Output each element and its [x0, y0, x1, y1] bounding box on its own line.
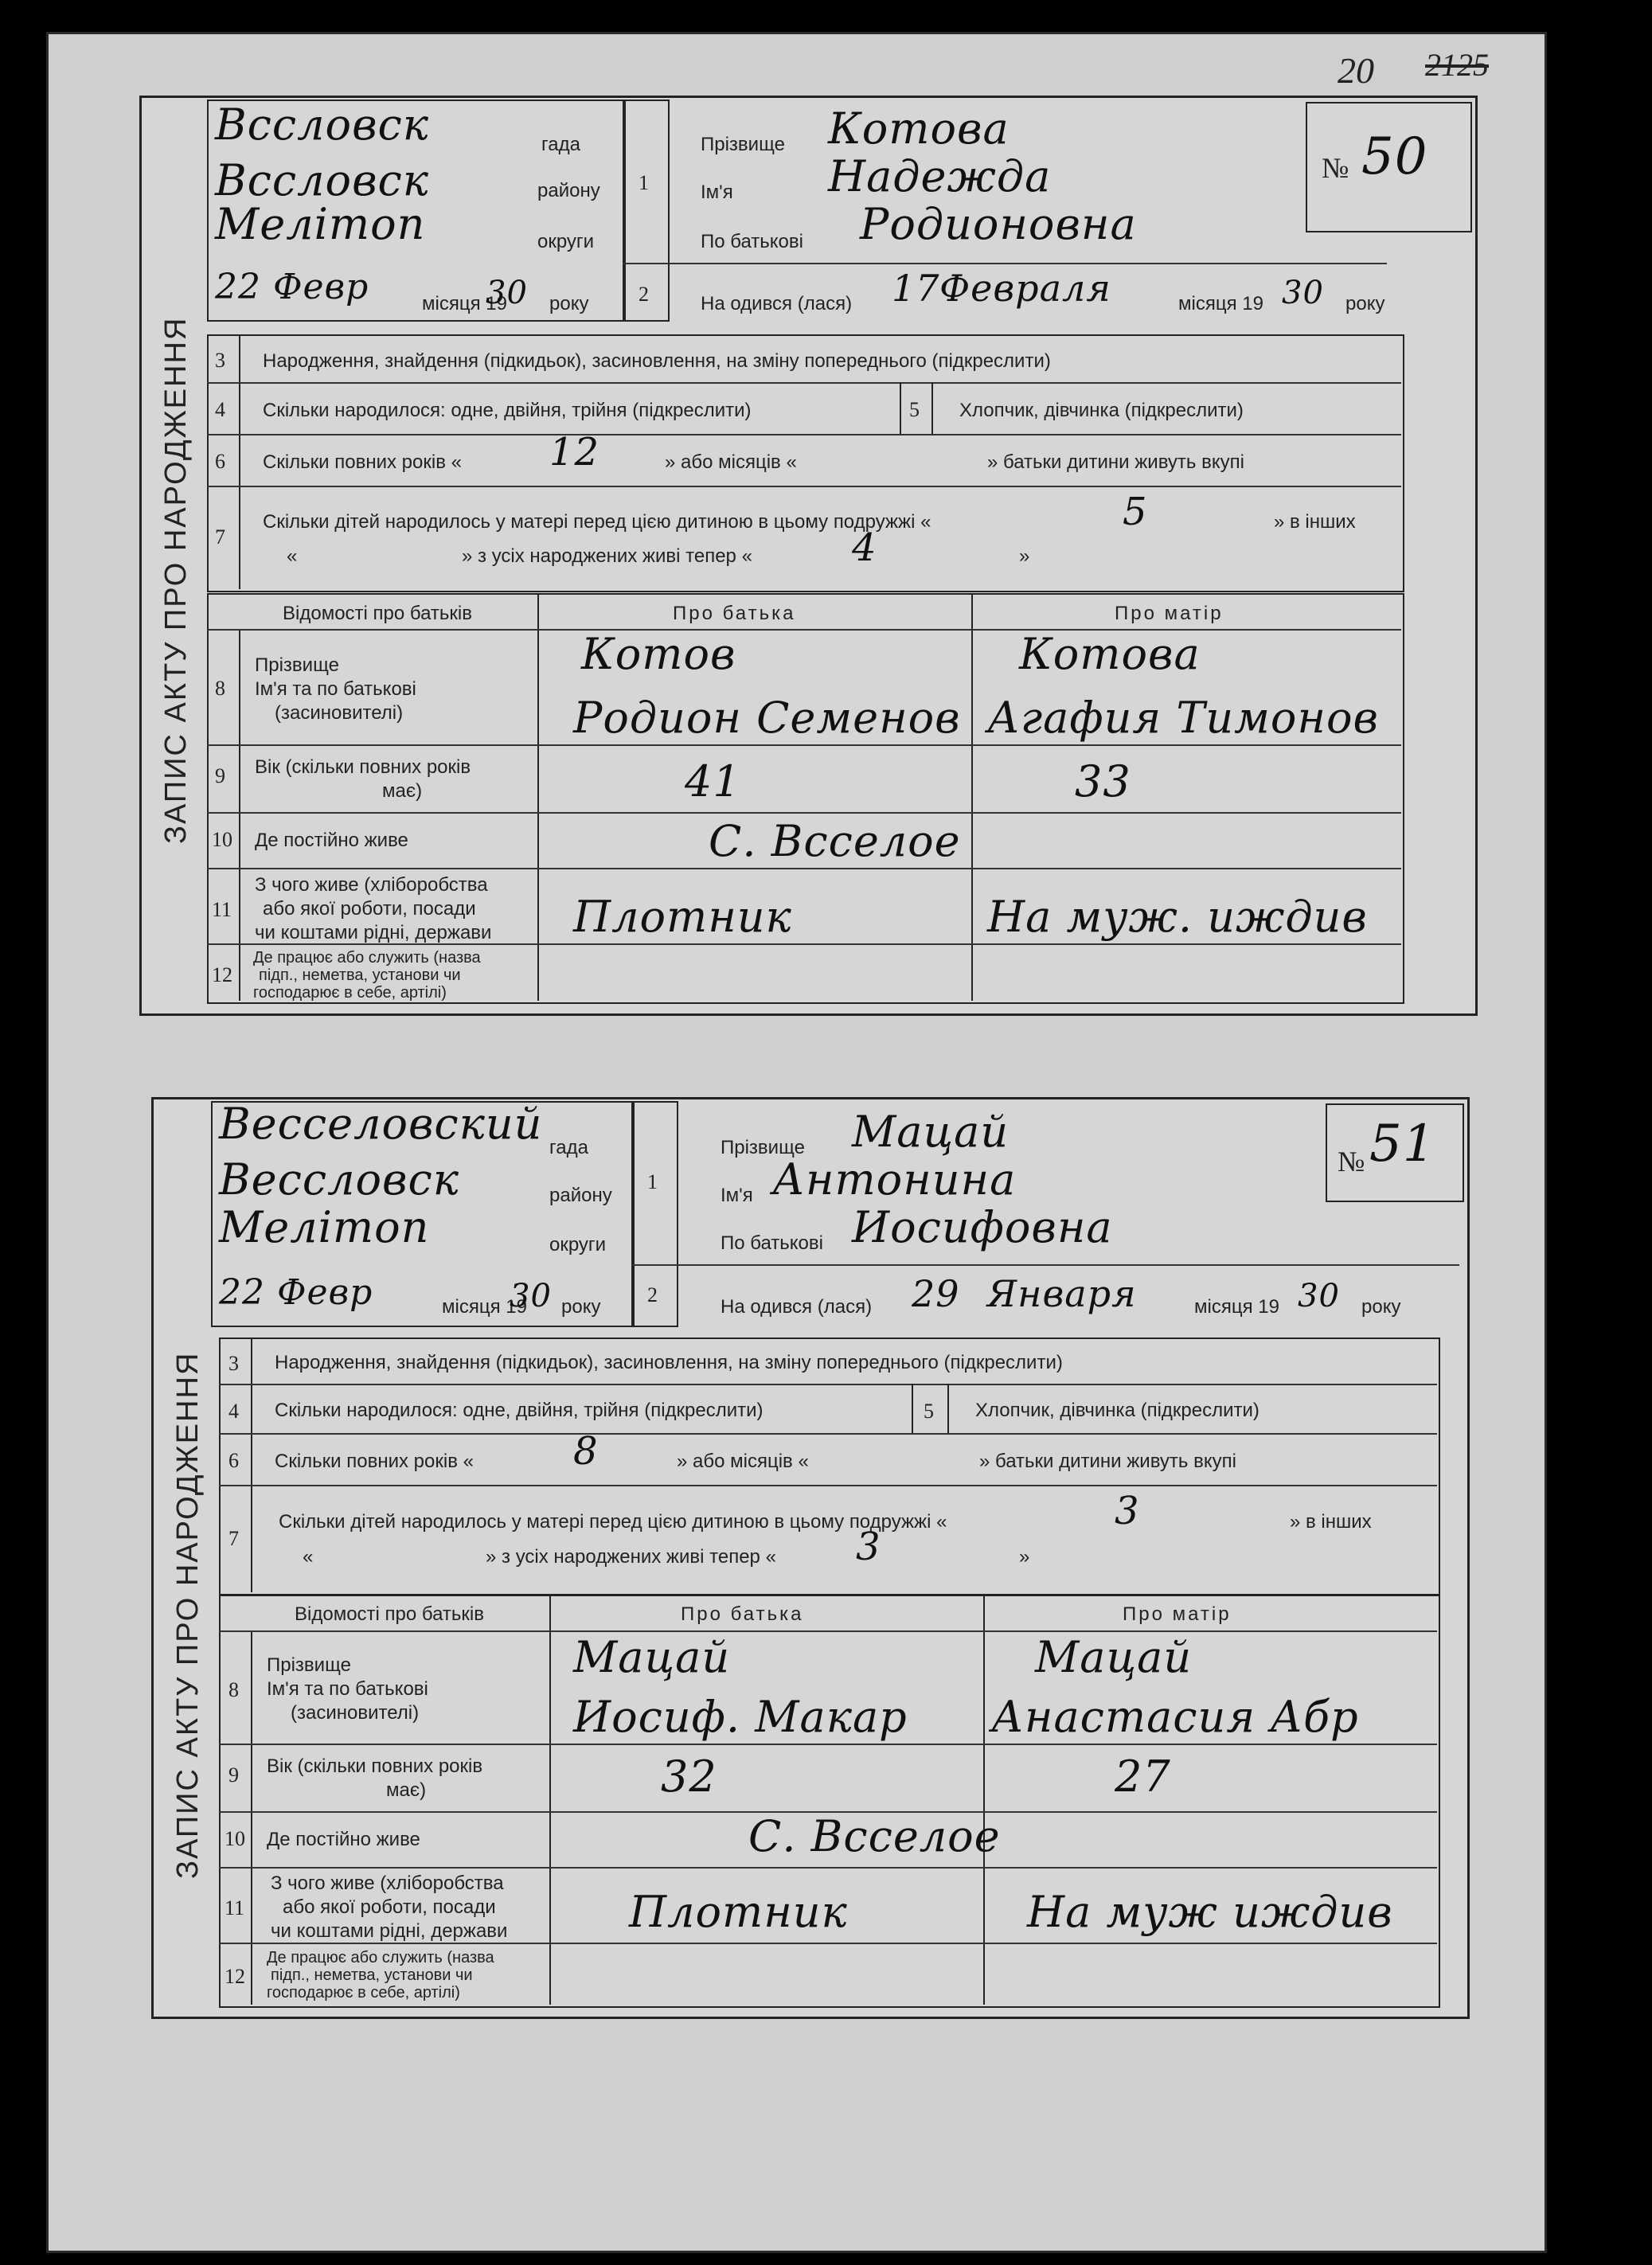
divider [239, 334, 240, 589]
no-label-2: № [1338, 1146, 1365, 1177]
row-number-7: 7 [215, 525, 225, 549]
years-together-1: 12 [549, 430, 600, 474]
row-number-6: 6 [215, 450, 225, 473]
divider [931, 382, 933, 434]
r12-2-1: підп., неметва, установи чи [259, 967, 461, 984]
patronymic-2: Иосифовна [852, 1202, 1113, 1252]
row-number-2: 2 [639, 283, 649, 306]
divider [219, 1867, 1437, 1869]
r12-3-1: господарює в себе, артілі) [253, 984, 447, 1002]
residence-2: С. Всселое [748, 1811, 1001, 1861]
children-alive-1: 4 [852, 525, 877, 570]
surname-label-1: Прізвище [701, 134, 785, 155]
divider [912, 1384, 913, 1433]
r11-2-1: або якої роботи, посади [263, 898, 476, 920]
r12-2-2: підп., неметва, установи чи [271, 1966, 473, 1984]
name-1: Надежда [828, 151, 1052, 201]
row-number-3: 3 [215, 349, 225, 372]
row-number-5: 5 [909, 398, 920, 421]
divider [207, 744, 1401, 746]
month2-label-1: місяця 19 [1178, 293, 1263, 314]
r11-2-2: або якої роботи, посади [283, 1896, 496, 1918]
years-together-2: 8 [573, 1429, 599, 1474]
divider [537, 593, 539, 1001]
born-label-2: На одився (лася) [721, 1296, 873, 1318]
mother-name-1: Агафия Тимонов [987, 693, 1379, 743]
name-label-1: Ім'я [701, 182, 733, 203]
hromada-label-2: гада [549, 1137, 588, 1158]
row-number-6: 6 [228, 1449, 239, 1472]
row7d-2: » з усіх народжених живі тепер « [486, 1546, 776, 1568]
r11-3-2: чи коштами рідні, держави [271, 1920, 508, 1942]
r10-2: Де постійно живе [267, 1829, 420, 1850]
r10-1: Де постійно живе [255, 830, 408, 851]
r12-1-1: Де працює або служить (назва [253, 949, 481, 967]
divider [971, 593, 973, 1001]
r11-1-2: З чого живе (хліборобства [271, 1873, 504, 1894]
okruha-2: Мелітоп [219, 1202, 430, 1252]
father-surname-1: Котов [581, 629, 736, 679]
father-age-2: 32 [661, 1751, 717, 1802]
record-number-2: 51 [1369, 1115, 1436, 1174]
surname-label-2: Прізвище [721, 1137, 805, 1158]
row5-text-1: Хлопчик, дівчинка (підкреслити) [959, 400, 1244, 421]
r8-3-2: (засиновителі) [291, 1702, 420, 1724]
col-mother-1: Про матір [1115, 603, 1224, 624]
sheet-number-old: 20 [1338, 50, 1374, 91]
divider [219, 1630, 1437, 1632]
row-number-12: 12 [225, 1965, 245, 1988]
divider [947, 1384, 949, 1433]
birth-month-1: Февраля [939, 267, 1111, 310]
mother-age-1: 33 [1075, 756, 1131, 806]
no-label-1: № [1322, 152, 1349, 184]
r8-1-1: Прізвище [255, 654, 339, 676]
row-number-11: 11 [225, 1896, 245, 1919]
row6c-2: » батьки дитини живуть вкупі [979, 1451, 1236, 1472]
okruha-label-2: округи [549, 1234, 607, 1256]
divider [219, 1485, 1437, 1486]
month-label-1: місяця 19 [422, 293, 507, 314]
mother-name-2: Анастасия Абр [991, 1692, 1359, 1742]
row-number-1: 1 [647, 1170, 658, 1193]
row6b-1: » або місяців « [665, 451, 797, 473]
row-number-4: 4 [228, 1400, 239, 1423]
okruha-label-1: округи [537, 231, 595, 252]
hromada-2: Весселовский [219, 1099, 543, 1149]
divider [251, 1338, 252, 1592]
father-occupation-1: Плотник [573, 892, 792, 942]
r8-3-1: (засиновителі) [275, 702, 404, 724]
year2-label-2: року [1361, 1296, 1401, 1318]
children-before-1: 5 [1123, 490, 1148, 534]
divider [251, 1630, 252, 2005]
row-number-12: 12 [212, 963, 232, 986]
r12-1-2: Де працює або служить (назва [267, 1949, 494, 1966]
birth-day-1: 17 [892, 267, 940, 310]
father-surname-2: Мацай [573, 1632, 731, 1682]
row5-text-2: Хлопчик, дівчинка (підкреслити) [975, 1400, 1260, 1421]
row-number-9: 9 [228, 1763, 239, 1787]
r11-3-1: чи коштами рідні, держави [255, 922, 492, 943]
r9-1-2: Вік (скільки повних років [267, 1755, 483, 1777]
record-number-1: 50 [1361, 127, 1428, 186]
father-occupation-2: Плотник [629, 1887, 848, 1937]
col-mother-2: Про матір [1123, 1603, 1232, 1625]
divider [631, 1264, 1459, 1266]
raion-label-2: району [549, 1185, 612, 1206]
month-label-2: місяця 19 [442, 1296, 527, 1318]
row7c-2: « [303, 1546, 314, 1568]
row7e-1: » [1019, 545, 1030, 567]
surname-2: Мацай [852, 1107, 1010, 1157]
row-number-1: 1 [639, 171, 649, 194]
r8-1-2: Прізвище [267, 1654, 351, 1676]
raion-1: Вссловск [215, 155, 429, 205]
birth-year-1: 30 [1282, 275, 1324, 311]
name-2: Антонина [772, 1154, 1017, 1205]
r8-2-2: Ім'я та по батькові [267, 1678, 428, 1700]
row7b-2: » в інших [1290, 1511, 1372, 1533]
row7a-1: Скільки дітей народилось у матері перед цією дитиною в цьому подружжі « [263, 511, 931, 533]
divider [207, 812, 1401, 814]
row4-text-2: Скільки народилося: одне, двійня, трійня (підкреслити) [275, 1400, 764, 1421]
row4-text-1: Скільки народилося: одне, двійня, трійня (підкреслити) [263, 400, 752, 421]
born-label-1: На одився (лася) [701, 293, 853, 314]
r9-1-1: Вік (скільки повних років [255, 756, 471, 778]
row6b-2: » або місяців « [677, 1451, 809, 1472]
row-number-8: 8 [215, 677, 225, 700]
divider [219, 1384, 1437, 1385]
row-number-5: 5 [924, 1400, 934, 1423]
row-number-4: 4 [215, 398, 225, 421]
reg-day-2: 22 Февр [219, 1272, 373, 1313]
row-number-10: 10 [225, 1827, 245, 1850]
raion-label-1: району [537, 180, 600, 201]
row7a-2: Скільки дітей народилось у матері перед цією дитиною в цьому подружжі « [279, 1511, 947, 1533]
hromada-label-1: гада [541, 134, 580, 155]
side-label-2: ЗАПИС АКТУ ПРО НАРОДЖЕННЯ [171, 1351, 205, 1879]
father-name-2: Иосиф. Макар [573, 1692, 908, 1742]
patronymic-1: Родионовна [860, 199, 1137, 249]
divider [623, 263, 1387, 264]
col-info-2: Відомості про батьків [295, 1603, 484, 1625]
row-number-9: 9 [215, 764, 225, 787]
birth-month-2: Января [987, 1272, 1137, 1315]
mother-surname-2: Мацай [1035, 1632, 1193, 1682]
birth-year-2: 30 [1298, 1278, 1340, 1314]
reg-year-2: 30 [510, 1278, 552, 1314]
children-before-2: 3 [1115, 1489, 1140, 1533]
row7c-1: « [287, 545, 298, 567]
sheet-number-new: 2125 [1425, 47, 1489, 83]
divider [900, 382, 901, 434]
divider [207, 486, 1401, 487]
month2-label-2: місяця 19 [1194, 1296, 1279, 1318]
row-number-11: 11 [212, 898, 232, 921]
col-info-1: Відомості про батьків [283, 603, 472, 624]
r9-2-2: має) [386, 1779, 427, 1801]
row-number-10: 10 [212, 828, 232, 851]
row6c-1: » батьки дитини живуть вкупі [987, 451, 1244, 473]
year-label-1: року [549, 293, 589, 314]
patronymic-label-2: По батькові [721, 1232, 823, 1254]
divider [207, 434, 1401, 435]
year-label-2: року [561, 1296, 601, 1318]
patronymic-label-1: По батькові [701, 231, 803, 252]
row7d-1: » з усіх народжених живі тепер « [462, 545, 752, 567]
year2-label-1: року [1345, 293, 1385, 314]
row-number-3: 3 [228, 1352, 239, 1375]
divider [207, 629, 1401, 631]
surname-1: Котова [828, 103, 1010, 154]
mother-surname-1: Котова [1019, 629, 1201, 679]
mother-occupation-1: На муж. иждив [987, 892, 1368, 942]
divider [219, 1943, 1437, 1944]
row-number-7: 7 [228, 1527, 239, 1550]
okruha-1: Мелітоп [215, 199, 426, 249]
row7b-1: » в інших [1274, 511, 1356, 533]
r8-2-1: Ім'я та по батькові [255, 678, 416, 700]
col-father-1: Про батька [673, 603, 796, 624]
name-label-2: Ім'я [721, 1185, 753, 1206]
r12-3-2: господарює в себе, артілі) [267, 1984, 460, 2001]
divider [207, 868, 1401, 869]
r9-2-1: має) [382, 780, 423, 802]
row3-text-2: Народження, знайдення (підкидьок), засиновлення, на зміну попереднього (підкреслити) [275, 1352, 1063, 1373]
reg-day-1: 22 Февр [215, 267, 369, 307]
reg-year-1: 30 [486, 275, 528, 311]
row3-text-1: Народження, знайдення (підкидьок), засиновлення, на зміну попереднього (підкреслити) [263, 350, 1051, 372]
mother-occupation-2: На муж иждив [1027, 1887, 1393, 1937]
children-alive-2: 3 [856, 1525, 881, 1569]
row6a-2: Скільки повних років « [275, 1451, 474, 1472]
residence-1: С. Всселое [709, 816, 961, 866]
col-father-2: Про батька [681, 1603, 804, 1625]
hromada-1: Вссловск [215, 100, 429, 150]
row7e-2: » [1019, 1546, 1030, 1568]
father-name-1: Родион Семенов [573, 693, 961, 743]
raion-2: Вессловск [219, 1154, 459, 1205]
r11-1-1: З чого живе (хліборобства [255, 874, 488, 896]
birth-day-2: 29 [912, 1272, 960, 1315]
row-number-2: 2 [647, 1283, 658, 1306]
side-label-1: ЗАПИС АКТУ ПРО НАРОДЖЕННЯ [159, 316, 193, 844]
divider [219, 1433, 1437, 1435]
divider [207, 382, 1401, 384]
row6a-1: Скільки повних років « [263, 451, 462, 473]
row-number-8: 8 [228, 1678, 239, 1701]
mother-age-2: 27 [1115, 1751, 1171, 1802]
father-age-1: 41 [685, 756, 741, 806]
divider [219, 1744, 1437, 1745]
